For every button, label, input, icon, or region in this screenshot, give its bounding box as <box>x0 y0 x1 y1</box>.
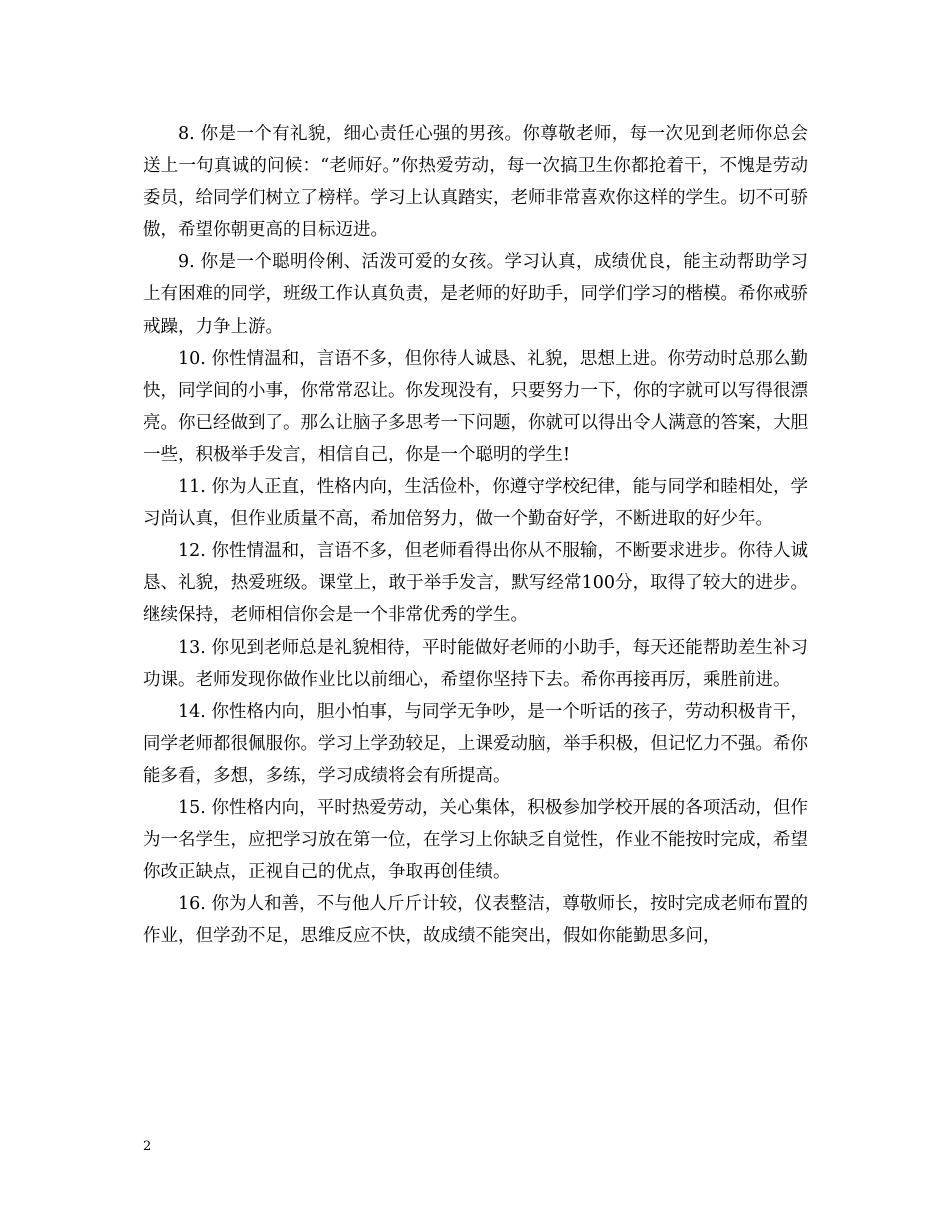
page-number: 2 <box>143 1139 152 1154</box>
paragraph-8: 8. 你是一个有礼貌，细心责任心强的男孩。你尊敬老师，每一次见到老师你总会送上一句真诚的问候：“老师好。”你热爱劳动，每一次搞卫生你都抢着干，不愧是劳动委员，给同学们树立了榜样。学习上认真踏实，老师非常喜欢你这样的学生。切不可骄傲，希望你朝更高的目标迈进。 <box>143 124 808 241</box>
page-body <box>143 118 808 952</box>
paragraph-15: 15. 你性格内向，平时热爱劳动，关心集体，积极参加学校开展的各项活动，但作为一名学生，应把学习放在第一位，在学习上你缺乏自觉性，作业不能按时完成，希望你改正缺点，正视自己的优点，争取再创佳绩。 <box>143 797 808 883</box>
paragraph-12: 12. 你性情温和，言语不多，但老师看得出你从不服输，不断要求进步。你待人诚恳、礼貌，热爱班级。课堂上，敢于举手发言，默写经常100分，取得了较大的进步。继续保持，老师相信你会是一个非常优秀的学生。 <box>143 541 808 626</box>
paragraph-14: 14. 你性格内向，胆小怕事，与同学无争吵，是一个听话的孩子，劳动积极肯干，同学老师都很佩服你。学习上学劲较足，上课爱动脑，举手积极，但记忆力不强。希你能多看，多想，多练，学习成绩将会有所提高。 <box>143 701 808 786</box>
paragraph-13: 13. 你见到老师总是礼貌相待，平时能做好老师的小助手，每天还能帮助差生补习功课。老师发现你做作业比以前细心，希望你坚持下去。希你再接再厉，乘胜前进。 <box>143 637 808 690</box>
paragraph-11: 11. 你为人正直，性格内向，生活俭朴，你遵守学校纪律，能与同学和睦相处，学习尚认真，但作业质量不高，希加倍努力，做一个勤奋好学，不断进取的好少年。 <box>143 477 808 530</box>
paragraph-10: 10. 你性情温和，言语不多，但你待人诚恳、礼貌，思想上进。你劳动时总那么勤快，同学间的小事，你常常忍让。你发现没有，只要努力一下，你的字就可以写得很漂亮。你已经做到了。那么让脑子多思考一下问题，你就可以得出令人满意的答案，大胆一些，积极举手发言，相信自己，你是一个聪明的学生! <box>143 348 808 465</box>
paragraph-9: 9. 你是一个聪明伶俐、活泼可爱的女孩。学习认真，成绩优良，能主动帮助学习上有困难的同学，班级工作认真负责，是老师的好助手，同学们学习的楷模。希你戒骄戒躁，力争上游。 <box>143 252 808 337</box>
paragraph-16: 16. 你为人和善，不与他人斤斤计较，仪表整洁，尊敬师长，按时完成老师布置的作业，但学劲不足，思维反应不快，故成绩不能突出，假如你能勤思多问， <box>143 894 808 947</box>
